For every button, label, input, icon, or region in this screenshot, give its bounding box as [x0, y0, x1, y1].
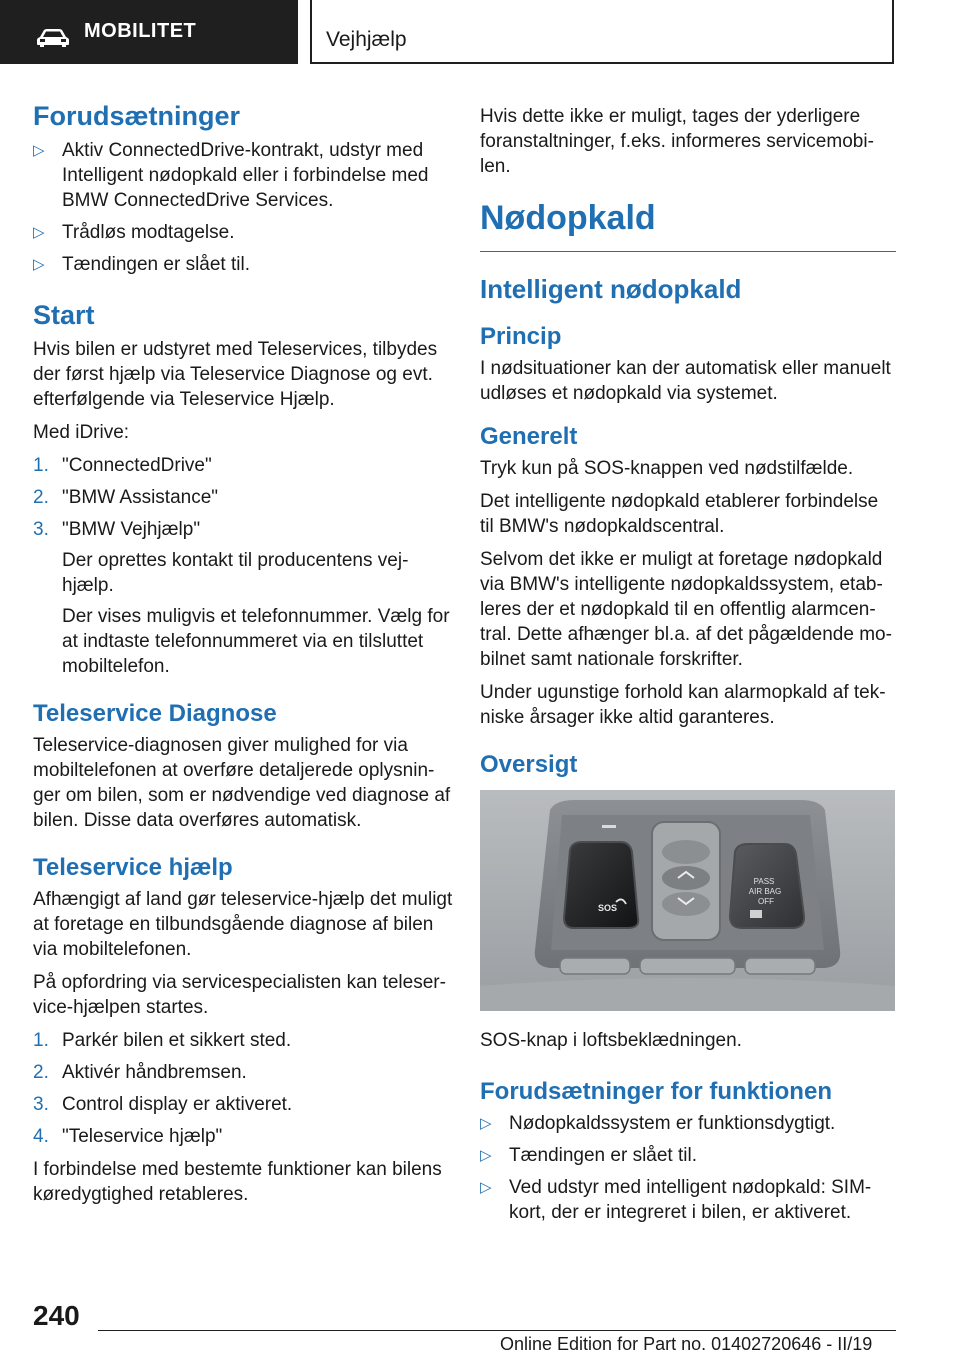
- chapter-title: Vejhjælp: [326, 28, 407, 51]
- list-item: 3. "BMW Vejhjælp" Der oprettes kontakt til producentens vejhjælp. Der vises muligvis et telefonnummer. Vælg for at indtaste telefonnummeret via en tilsluttet mobiltelefon.: [33, 517, 453, 679]
- page-number: 240: [33, 1300, 80, 1331]
- list-item: 1. "ConnectedDrive": [33, 455, 212, 476]
- prerequisites-list: [33, 138, 453, 277]
- function-prerequisites-list: [480, 1111, 896, 1225]
- footer-divider: [98, 1330, 896, 1331]
- list-item: ▷ Trådløs modtagelse.: [33, 222, 235, 243]
- list-item: 2. "BMW Assistance": [33, 487, 219, 508]
- triangle-bullet-icon: ▷: [33, 142, 45, 159]
- triangle-bullet-icon: ▷: [33, 256, 45, 273]
- paragraph: Tryk kun på SOS-knappen ved nødstilfælde.: [480, 458, 854, 479]
- heading-teleservice-diagnose: Teleservice Diagnose: [33, 700, 277, 727]
- pass-label: PASS: [753, 877, 775, 886]
- heading-princip: Princip: [480, 323, 562, 350]
- list-item: 2. Aktivér håndbremsen.: [33, 1062, 247, 1083]
- paragraph: Afhængigt af land gør teleservice-hjælp det muligt at foretage en tilbundsgående diagnose af bilen via mobiltelefonen.: [33, 889, 453, 960]
- sos-label: SOS: [598, 903, 618, 913]
- paragraph: I forbindelse med bestemte funktioner kan bilens køredygtighed retableres.: [33, 1159, 442, 1205]
- start-steps: [33, 453, 453, 679]
- off-label: OFF: [758, 897, 774, 906]
- list-item: ▷ Aktiv ConnectedDrive-kontrakt, udstyr med Intelligent nødopkald eller i forbindelse med BMW ConnectedDrive Services.: [33, 140, 429, 211]
- step-note: Der oprettes kontakt til producentens vejhjælp.: [62, 550, 409, 596]
- paragraph: Det intelligente nødopkald etablerer forbindelse til BMW's nødopkaldscentral.: [480, 491, 879, 537]
- list-item: ▷ Ved udstyr med intelligent nødopkald: SIM-kort, der er integreret i bilen, er aktiveret.: [480, 1177, 872, 1223]
- paragraph: Selvom det ikke er muligt at foretage nødopkald via BMW's intelligente nødopkaldssystem, etableres der et nødopkald til en offentlig alarmcentral. Dette afhænger bl.a. af det pågældende mobilnet samt nationale forskrifter.: [480, 549, 892, 670]
- paragraph: Hvis bilen er udstyret med Teleservices, tilbydes der først hjælp via Teleservice Diagnose og evt. efterfølgende via Teleservice Hjælp.: [33, 339, 438, 410]
- list-item: ▷ Tændingen er slået til.: [33, 254, 250, 275]
- teleservice-steps: [33, 1028, 453, 1149]
- list-item: 4. "Teleservice hjælp": [33, 1126, 223, 1147]
- paragraph: I nødsituationer kan der automatisk eller manuelt udløses et nødopkald via systemet.: [480, 358, 891, 404]
- heading-intelligent-noedopkald: Intelligent nødopkald: [480, 274, 742, 304]
- heading-noedopkald: Nødopkald: [480, 193, 896, 252]
- heading-teleservice-hjaelp: Teleservice hjælp: [33, 854, 233, 881]
- paragraph: På opfordring via servicespecialisten kan teleservice-hjælpen startes.: [33, 972, 446, 1018]
- paragraph: Teleservice-diagnosen giver mulighed for via mobiltelefonen at overføre detaljerede oplysninger om bilen, som er nødvendige ved diagnose af bilen. Disse data overføres automatisk.: [33, 735, 451, 831]
- paragraph: Med iDrive:: [33, 422, 130, 443]
- heading-forudsaetninger-funktionen: Forudsætninger for funktionen: [480, 1078, 832, 1105]
- triangle-bullet-icon: ▷: [480, 1147, 492, 1164]
- heading-generelt: Generelt: [480, 423, 578, 450]
- triangle-bullet-icon: ▷: [480, 1115, 492, 1132]
- photo-caption: SOS-knap i loftsbeklædningen.: [480, 1030, 742, 1051]
- header-section-tab: [0, 0, 298, 64]
- list-item: 1. Parkér bilen et sikkert sted.: [33, 1030, 292, 1051]
- step-note: Der vises muligvis et telefonnummer. Vælg for at indtaste telefonnummeret via en tilsluttet mobiltelefon.: [62, 606, 450, 677]
- paragraph: Hvis dette ikke er muligt, tages der yderligere foranstaltninger, f.eks. informeres servicemobilen.: [480, 106, 874, 177]
- triangle-bullet-icon: ▷: [33, 224, 45, 241]
- sos-button-photo: [480, 790, 895, 1011]
- list-item: 3. Control display er aktiveret.: [33, 1094, 293, 1115]
- paragraph: Under ugunstige forhold kan alarmopkald af tekniske årsager ikke altid garanteres.: [480, 682, 886, 728]
- section-title: MOBILITET: [84, 20, 197, 42]
- list-item: ▷ Nødopkaldssystem er funktionsdygtigt.: [480, 1113, 836, 1134]
- heading-oversigt: Oversigt: [480, 751, 578, 778]
- triangle-bullet-icon: ▷: [480, 1179, 492, 1196]
- list-item: ▷ Tændingen er slået til.: [480, 1145, 697, 1166]
- header-chapter-box: [310, 0, 894, 64]
- heading-forudsaetninger: Forudsætninger: [33, 101, 240, 131]
- footer-edition: Online Edition for Part no. 01402720646 - II/19: [500, 1334, 873, 1354]
- right-column: [480, 104, 896, 1233]
- left-column: [33, 98, 453, 1215]
- heading-start: Start: [33, 300, 95, 330]
- airbag-label: AIR BAG: [748, 887, 782, 896]
- car-icon: [36, 28, 70, 48]
